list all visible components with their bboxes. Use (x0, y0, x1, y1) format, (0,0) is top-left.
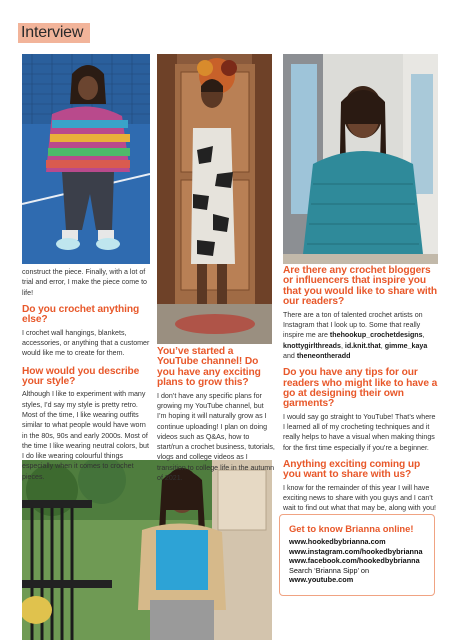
answer-style: Although I like to experiment with many styles, I’d say my style is pretty retro. Most of the time, I like wearing outfits similar to what people would have worn in the 80s, 90s and early 2000s. Most of the time I like wearing neutral colors, but I do like wearing colourful things especially when it comes to crochet pieces. (22, 390, 149, 481)
answer-youtube: I don’t have any specific plans for growing my YouTube channel, but I’m hoping it will naturally grow as I continue uploading! I plan on doing videos such as Q&As, how to start/run a crochet business, tutorials, vlogs and college videos as I transition to college life in the autumn of 2021. (157, 391, 275, 482)
question-coming-up: Anything exciting coming up you want to share with us? (283, 458, 421, 481)
answer-influencers-text: There are a ton of talented crochet artists on Instagram that I look up to. Some that really inspire me are (283, 310, 423, 340)
separator: , (380, 341, 385, 350)
column-right (283, 266, 439, 514)
link-youtube[interactable]: www.youtube.com (289, 575, 354, 585)
photo-tennis-court (22, 54, 150, 264)
intro-continuation: construct the piece. Finally, with a lot of trial and error, I make the piece come to life! (22, 268, 147, 297)
link-website[interactable]: www.hookedbybrianna.com (289, 537, 386, 546)
section-label: Interview (18, 23, 90, 43)
answer-coming-up: I know for the remainder of this year I will have exciting news to share with you guys and I can’t wait to find out what that may be, along with you! (283, 483, 436, 513)
separator: , (340, 341, 345, 350)
question-crochet-else: Do you crochet anything else? (22, 303, 140, 326)
influencer-handle: knottygirlthreads (283, 341, 341, 350)
influencer-handle: gimme_kaya (384, 341, 428, 350)
separator: and (283, 351, 297, 360)
photo-bench-blue-top (22, 460, 272, 640)
answer-crochet-else: I crochet wall hangings, blankets, accessories, or anything that a customer would like me to create for them. (22, 328, 150, 358)
question-style: How would you describe your style? (22, 365, 140, 387)
column-left (22, 267, 152, 482)
youtube-search-text: Search ‘Brianna Sipp’ on (289, 565, 370, 575)
link-facebook[interactable]: www.facebook.com/hookedbybrianna (289, 556, 420, 566)
photo-cow-print-dress (157, 54, 272, 344)
influencer-handle: thehookup_crochetdesigns (329, 331, 423, 340)
influencer-handle: id.knit.that (344, 341, 381, 350)
photo-teal-sweater (283, 54, 438, 264)
question-influencers: Are there any crochet bloggers or influencers that inspire you that you would like to share with our readers? (283, 265, 438, 308)
link-instagram[interactable]: www.instagram.com/hookedbybrianna (289, 546, 423, 556)
question-tips: Do you have any tips for our readers who might like to have a go at designing their own garments? (283, 367, 438, 410)
column-middle (157, 347, 275, 483)
answer-influencers (283, 310, 439, 361)
info-box-title: Get to know Brianna online! (289, 523, 414, 534)
answer-tips: I would say go straight to YouTube! That’s where I learned all of my crocheting techniques and it really helps to have a visual when making things for the first time especially if you’re a beginner. (283, 412, 436, 452)
separator: , (422, 331, 425, 340)
info-box (279, 514, 435, 596)
influencer-handle: theneontheradd (296, 351, 351, 360)
question-youtube: You’ve started a YouTube channel! Do you have any exciting plans to grow this? (157, 346, 261, 389)
